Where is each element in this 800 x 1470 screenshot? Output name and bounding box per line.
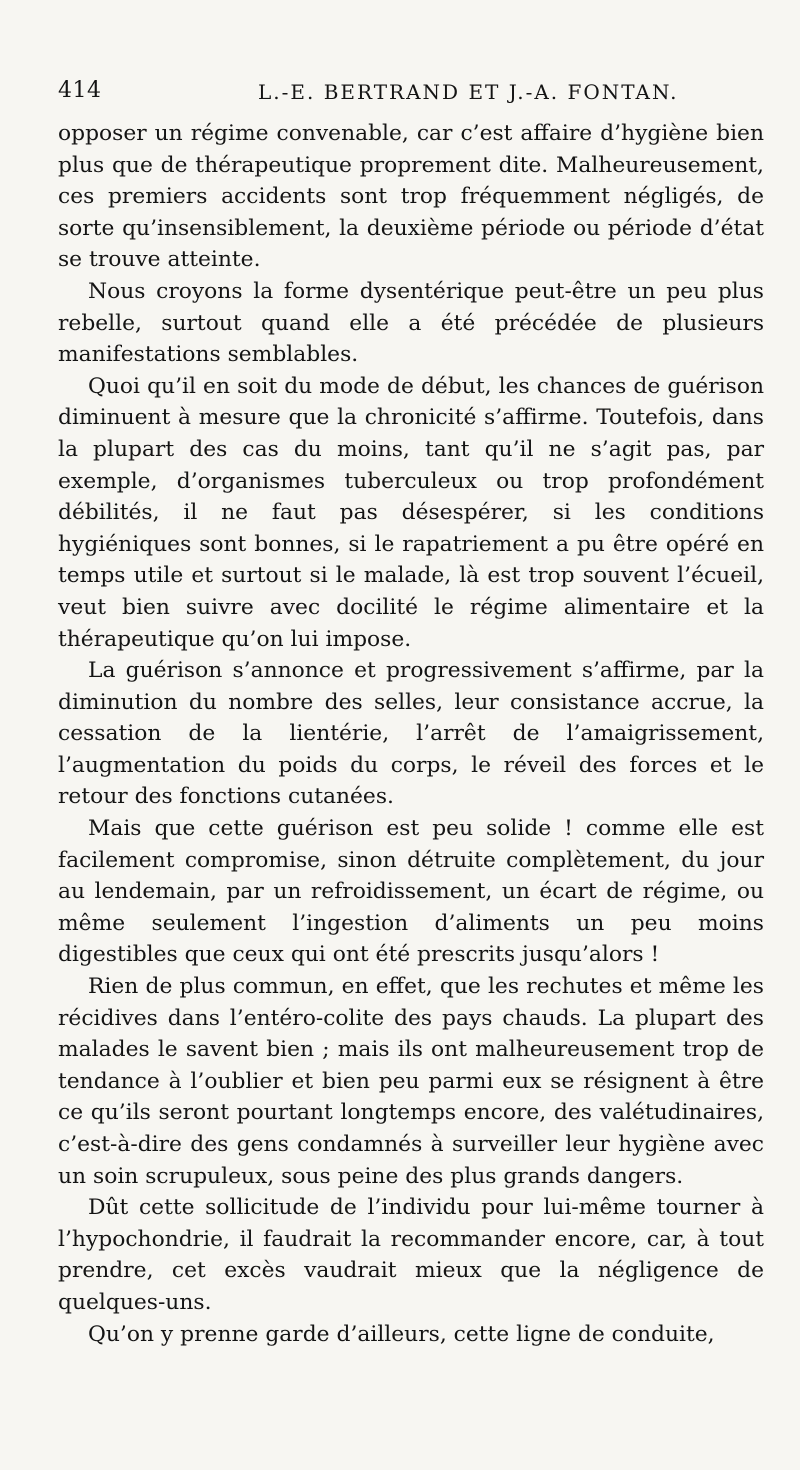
paragraph-1: opposer un régime convenable, car c’est affaire d’hygiène bien plus que de thérapeutique proprement dite. Malheureusement, ces premiers accidents sont trop fréquemment négligés, de sorte qu’insensiblement, la deuxième période ou période d’état se trouve atteinte. <box>58 121 764 273</box>
running-head: L.-E. BERTRAND ET J.-A. FONTAN. <box>258 80 679 104</box>
paragraph-5: Mais que cette guérison est peu solide ! comme elle est facilement compromise, sinon détruite complètement, du jour au lendemain, par un refroidissement, un écart de régime, ou même seulement l’ingestion d’aliments un peu moins digestibles que ceux qui ont été prescrits jusqu’alors ! <box>58 816 764 968</box>
page-number: 414 <box>58 78 102 103</box>
paragraph-7: Dût cette sollicitude de l’individu pour lui-même tourner à l’hypochondrie, il faudrait la recommander encore, car, à tout prendre, cet excès vaudrait mieux que la négligence de quelques-uns. <box>58 1195 764 1315</box>
page-header <box>58 78 760 106</box>
paragraph-8: Qu’on y prenne garde d’ailleurs, cette ligne de conduite, <box>88 1321 715 1347</box>
paragraph-2: Nous croyons la forme dysentérique peut-être un peu plus rebelle, surtout quand elle a été précédée de plusieurs manifestations semblables. <box>58 278 764 368</box>
paragraph-4: La guérison s’annonce et progressivement s’affirme, par la diminution du nombre des selles, leur consistance accrue, la cessation de la lientérie, l’arrêt de l’amaigrissement, l’augmentation du poids du corps, le réveil des forces et le retour des fonctions cutanées. <box>58 658 764 810</box>
body-text <box>58 118 764 1350</box>
paragraph-6: Rien de plus commun, en effet, que les rechutes et même les récidives dans l’entéro-colite des pays chauds. La plupart des malades le savent bien ; mais ils ont malheureusement trop de tendance à l’oublier et bien peu parmi eux se résignent à être ce qu’ils seront pourtant longtemps encore, des valétudinaires, c’est-à-dire des gens condamnés à surveiller leur hygiène avec un soin scrupuleux, sous peine des plus grands dangers. <box>58 974 764 1189</box>
paragraph-3: Quoi qu’il en soit du mode de début, les chances de guérison diminuent à mesure que la chronicité s’affirme. Toutefois, dans la plupart des cas du moins, tant qu’il ne s’agit pas, par exemple, d’organismes tuberculeux ou trop profondément débilités, il ne faut pas désespérer, si les conditions hygiéniques sont bonnes, si le rapatriement a pu être opéré en temps utile et surtout si le malade, là est trop souvent l’écueil, veut bien suivre avec docilité le régime alimentaire et la thérapeutique qu’on lui impose. <box>58 373 764 652</box>
